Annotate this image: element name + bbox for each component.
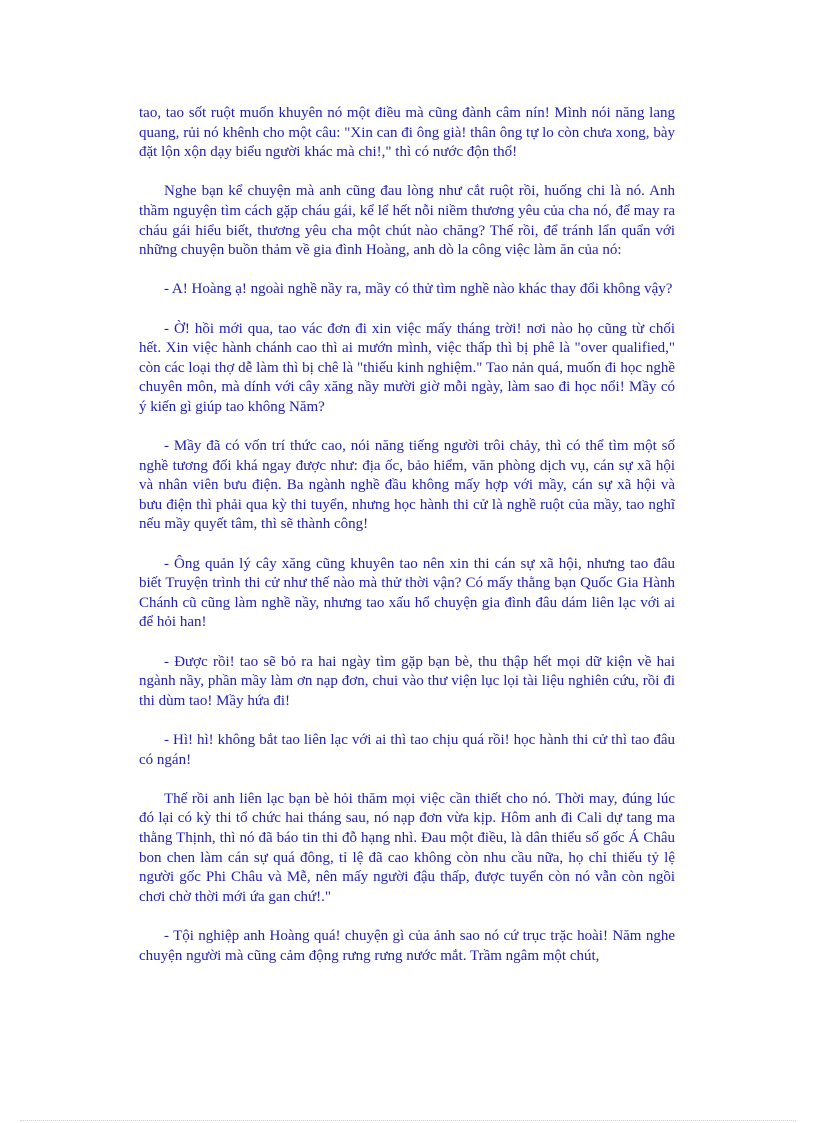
dialogue-line: - Được rồi! tao sẽ bỏ ra hai ngày tìm gặp bạn bè, thu thập hết mọi dữ kiện về hai ngành nầy, phần mầy làm ơn nạp đơn, chui vào thư viện lục lọi tài liệu nghiên cứu, rồi đi thi dùm tao! Mầy hứa đi! [139, 653, 675, 709]
dialogue-line: - A! Hoàng ạ! ngoài nghề nầy ra, mầy có thử tìm nghề nào khác thay đổi không vậy? [164, 281, 673, 298]
document-body [139, 104, 675, 986]
dialogue-line: - Mầy đã có vốn trí thức cao, nói năng tiếng người trôi chảy, thì có thể tìm một số nghề tương đối khá ngay được như: địa ốc, bảo hiểm, văn phòng dịch vụ, cán sự xã hội và nhân viên bưu điện. Ba ngành nghề đầu không mấy hợp với mầy, cán sự xã hội và bưu điện thì phải qua kỳ thi tuyển, nhưng học hành thi cử là nghề ruột của mầy, tao nghĩ nếu mầy quyết tâm, thì sẽ thành công! [139, 438, 675, 533]
paragraph: Nghe bạn kể chuyện mà anh cũng đau lòng như cắt ruột rồi, huống chi là nó. Anh thầm nguyện tìm cách gặp cháu gái, kể lể hết nỗi niềm thương yêu của cha nó, để may ra cháu gái hiểu biết, thương yêu cha một chút nào chăng? Thế rồi, để tránh lẩn quẩn với những chuyện buồn thảm về gia đình Hoàng, anh dò la công việc làm ăn của nó: [139, 183, 675, 259]
paragraph: tao, tao sốt ruột muốn khuyên nó một điều mà cũng đành câm nín! Mình nói năng lang quang, rủi nó khênh cho một câu: "Xin can đi ông già! thân ông tự lo còn chưa xong, bày đặt lộn xộn dạy biểu người khác mà chi!," thì có nước độn thổ! [139, 105, 675, 161]
page-bottom-divider [20, 1120, 796, 1121]
paragraph: Thế rồi anh liên lạc bạn bè hỏi thăm mọi việc cần thiết cho nó. Thời may, đúng lúc đó lại có kỳ thi tổ chức hai tháng sau, nó nạp đơn vừa kịp. Hôm anh đi Cali dự tang ma thằng Thịnh, thì nó đã báo tin thi đỗ hạng nhì. Đau một điều, là dân thiểu số gốc Á Châu bon chen làm cán sự quá đông, tỉ lệ đã cao không còn nhu cầu nữa, họ chỉ thiếu tỷ lệ người gốc Phi Châu và Mễ, nên mấy người đậu thấp, được tuyển còn nó vẫn còn ngồi chơi chờ thời mới ứa gan chứ!." [139, 790, 675, 905]
dialogue-line: - Ờ! hồi mới qua, tao vác đơn đi xin việc mấy tháng trời! nơi nào họ cũng từ chối hết. Xin việc hành chánh cao thì ai mướn mình, việc thấp thì bị phê là "over qualified," còn các loại thợ dễ làm thì bị chê là "thiếu kinh nghiệm." Tao nản quá, muốn đi học nghề chuyên môn, mà dính với cây xăng nầy mười giờ mỗi ngày, làm sao đi học nổi! Mầy có ý kiến gì giúp tao không Năm? [139, 320, 675, 415]
dialogue-line: - Hì! hì! không bắt tao liên lạc với ai thì tao chịu quá rồi! học hành thi cử thì tao đâu có ngán! [139, 732, 675, 768]
dialogue-line: - Tội nghiệp anh Hoàng quá! chuyện gì của ảnh sao nó cứ trục trặc hoài! Năm nghe chuyện người mà cũng cảm động rưng rưng nước mắt. Trầm ngâm một chút, [139, 927, 675, 964]
dialogue-line: - Ông quản lý cây xăng cũng khuyên tao nên xin thi cán sự xã hội, nhưng tao đâu biết Truyện trình thi cử như thế nào mà thử thời vận? Có mấy thằng bạn Quốc Gia Hành Chánh cũ cũng làm nghề nầy, nhưng tao xấu hổ chuyện gia đình đâu dám liên lạc với ai để hỏi han! [139, 555, 675, 631]
